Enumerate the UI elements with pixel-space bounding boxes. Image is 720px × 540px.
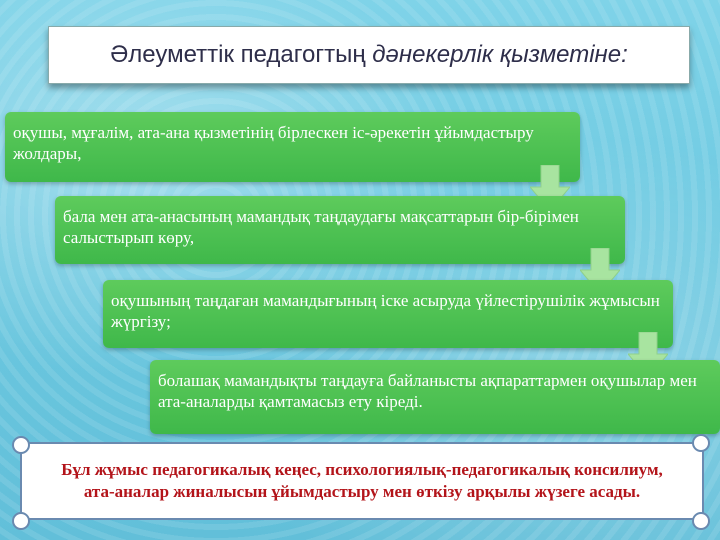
summary-note bbox=[20, 442, 704, 520]
process-step-4 bbox=[150, 360, 720, 434]
process-step-2 bbox=[55, 196, 625, 264]
page-title bbox=[110, 41, 628, 69]
scroll-curl-icon bbox=[692, 512, 710, 530]
process-step-3 bbox=[103, 280, 673, 348]
title-italic: дәнекерлік қызметіне: bbox=[372, 41, 628, 68]
process-step-text: оқушы, мұғалім, ата-ана қызметінің бірлескен іс-әрекетін ұйымдастыру жолдары, bbox=[13, 123, 534, 163]
scroll-curl-icon bbox=[12, 512, 30, 530]
scroll-curl-icon bbox=[692, 434, 710, 452]
process-step-text: оқушының таңдаған мамандығының іске асыруда үйлестірушілік жұмысын жүргізу; bbox=[111, 291, 660, 331]
scroll-curl-icon bbox=[12, 436, 30, 454]
process-step-1 bbox=[5, 112, 580, 182]
title-box bbox=[48, 26, 690, 84]
process-step-text: болашақ мамандықты таңдауға байланысты ақпараттармен оқушылар мен ата-аналарды қамтамасыз ету кіреді. bbox=[158, 371, 697, 411]
summary-note-text: Бұл жұмыс педагогикалық кеңес, психологиялық-педагогикалық консилиум, ата-аналар жиналысын ұйымдастыру мен өткізу арқылы жүзеге асады. bbox=[61, 460, 663, 501]
title-regular: Әлеуметтік педагогтың bbox=[110, 41, 373, 68]
process-step-text: бала мен ата-анасының мамандық таңдаудағы мақсаттарын бір-бірімен салыстырып көру, bbox=[63, 207, 579, 247]
